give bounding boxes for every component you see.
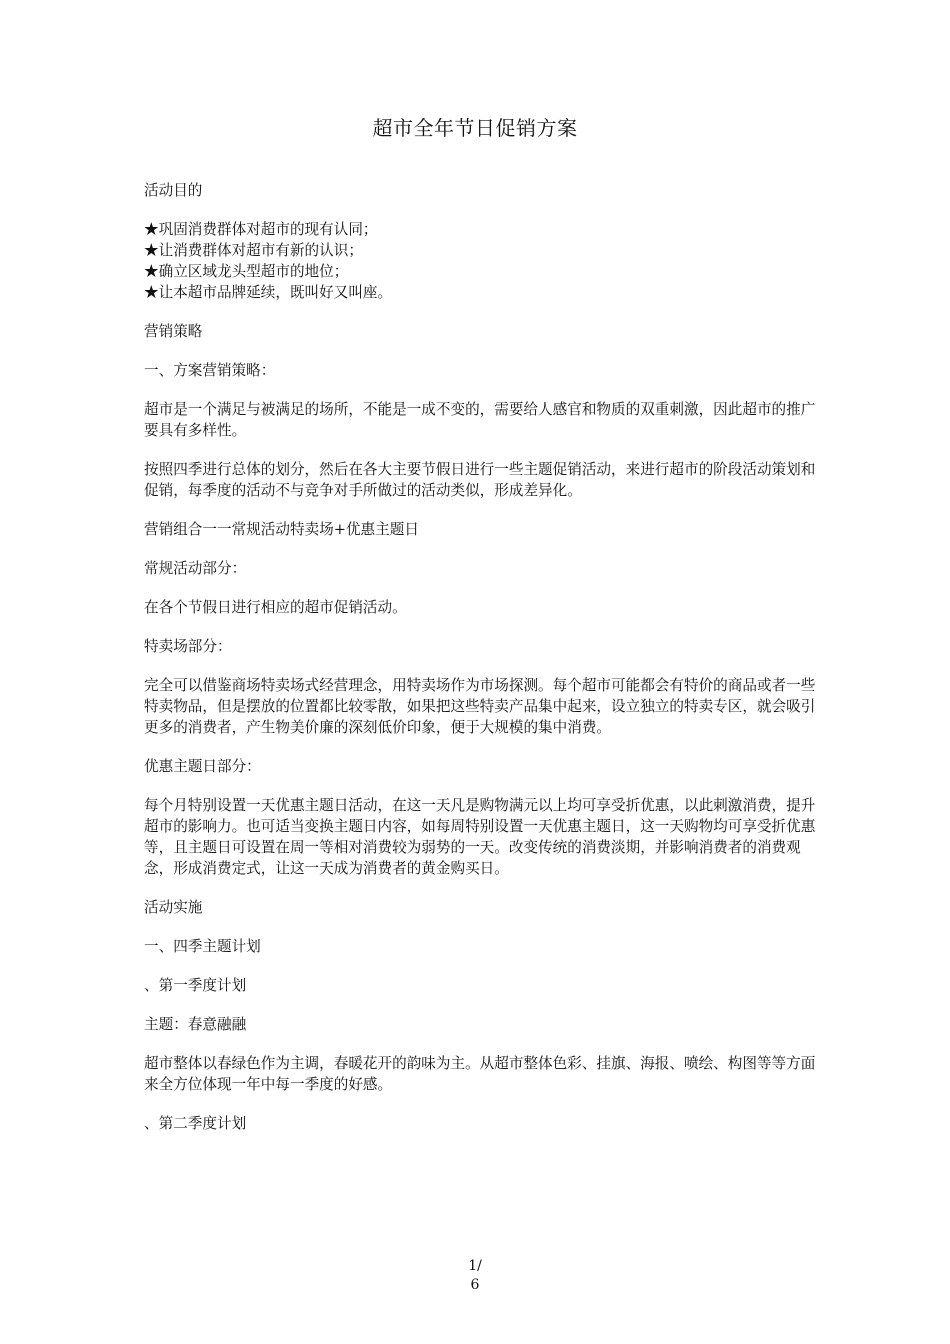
document-body [144, 180, 824, 1152]
paragraph: 超市整体以春绿色作为主调，春暖花开的韵味为主。从超市整体色彩、挂旗、海报、喷绘、构图等等方面来全方位体现一年中每一季度的好感。 [144, 1055, 816, 1093]
regular-heading: 常规活动部分： [144, 560, 247, 577]
paragraph: 完全可以借鉴商场特卖场式经营理念，用特卖场作为市场探测。每个超市可能都会有特价的商品或者一些特卖物品，但是摆放的位置都比较零散，如果把这些特卖产品集中起来，设立独立的特卖专区，就会吸引更多的消费者，产生物美价廉的深刻低价印象，便于大规模的集中消费。 [144, 677, 816, 736]
combo-line: 营销组合一一常规活动特卖场+优惠主题日 [144, 521, 419, 538]
sale-heading: 特卖场部分： [144, 638, 232, 655]
goal-item: ★让本超市品牌延续，既叫好又叫座。 [144, 284, 393, 301]
goal-list [144, 219, 824, 303]
strategy-heading: 营销策略 [144, 323, 203, 340]
goal-item: ★让消费群体对超市有新的认识； [144, 242, 363, 259]
goal-item: ★巩固消费群体对超市的现有认同； [144, 221, 378, 238]
goal-item: ★确立区域龙头型超市的地位； [144, 263, 349, 280]
q1-heading: 、第一季度计划 [144, 977, 247, 994]
paragraph: 按照四季进行总体的划分，然后在各大主要节假日进行一些主题促销活动，来进行超市的阶段活动策划和促销，每季度的活动不与竞争对手所做过的活动类似，形成差异化。 [144, 461, 816, 499]
q1-theme: 主题：春意融融 [144, 1016, 247, 1033]
paragraph: 超市是一个满足与被满足的场所，不能是一成不变的，需要给人感官和物质的双重刺激，因此超市的推广要具有多样性。 [144, 401, 816, 439]
paragraph: 在各个节假日进行相应的超市促销活动。 [144, 599, 407, 616]
page-number-current: 1/ [468, 1258, 482, 1274]
goal-heading: 活动目的 [144, 182, 203, 199]
q2-heading: 、第二季度计划 [144, 1115, 247, 1132]
page-number [0, 1257, 950, 1295]
page-number-total: 6 [470, 1277, 480, 1293]
strategy-subheading: 一、方案营销策略： [144, 362, 276, 379]
implementation-heading: 活动实施 [144, 899, 203, 916]
implementation-subheading: 一、四季主题计划 [144, 938, 261, 955]
document-title: 超市全年节日促销方案 [372, 116, 578, 140]
discount-heading: 优惠主题日部分： [144, 758, 261, 775]
paragraph: 每个月特别设置一天优惠主题日活动，在这一天凡是购物满元以上均可享受折优惠，以此刺激消费，提升超市的影响力。也可适当变换主题日内容，如每周特别设置一天优惠主题日，这一天购物均可享受折优惠等，且主题日可设置在周一等相对消费较为弱势的一天。改变传统的消费淡期，并影响消费者的消费观念，形成消费定式，让这一天成为消费者的黄金购买日。 [144, 797, 816, 877]
